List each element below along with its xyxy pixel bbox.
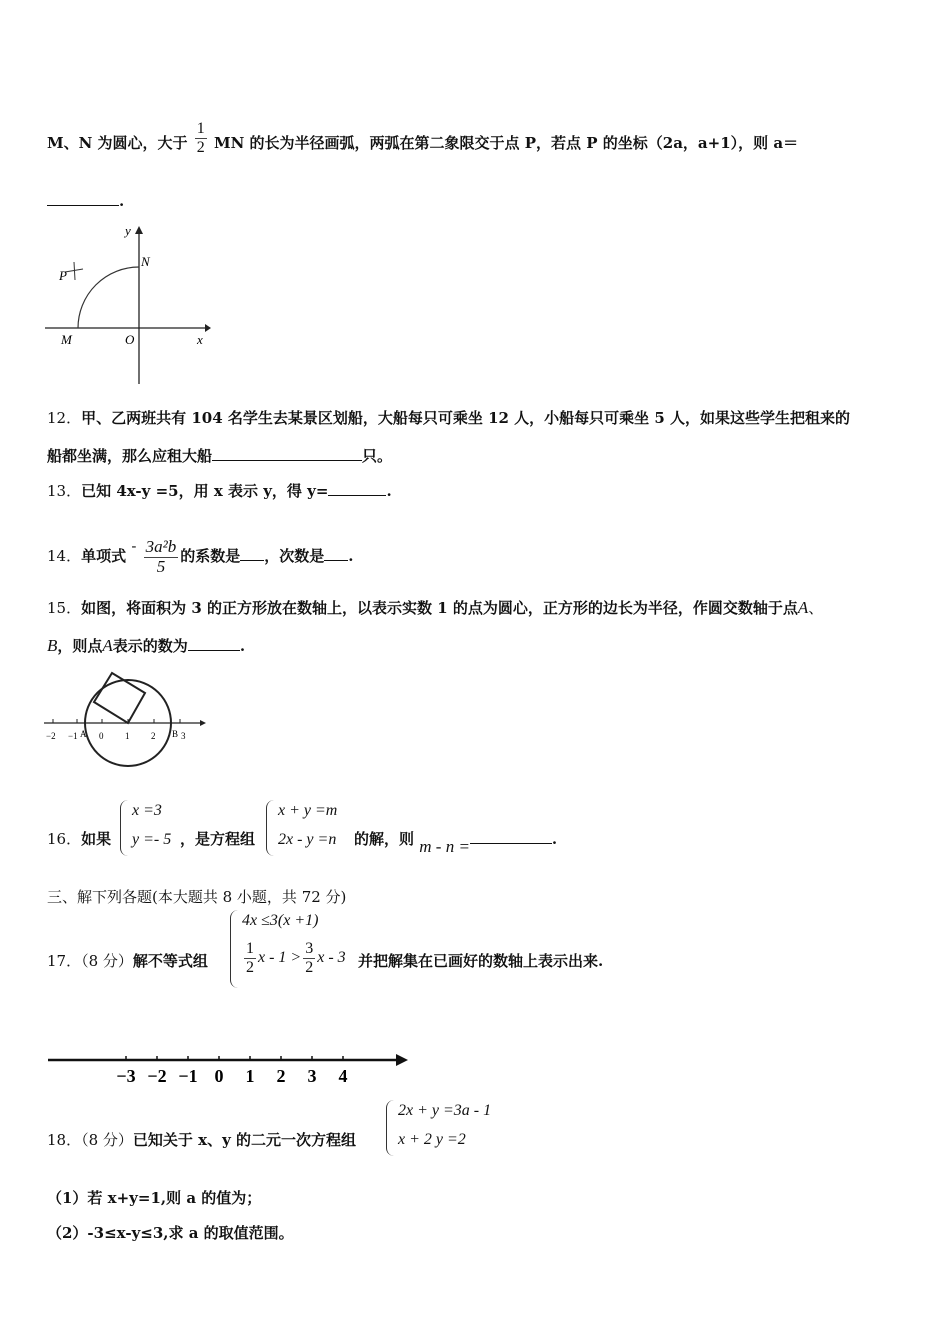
q17-line	[47, 950, 208, 971]
q16-text2: ，是方程组	[180, 830, 256, 848]
q17-mid: x - 1 >	[258, 948, 302, 966]
q15-tick-label-2: 2	[151, 731, 156, 741]
q16-sys2-row1: x + y =m	[278, 802, 338, 819]
q15-tick-label-1: 1	[125, 731, 130, 741]
q11-label-x: x	[197, 332, 203, 347]
q14-blank-coefficient[interactable]	[240, 558, 264, 561]
q17-frac2-num: 3	[305, 940, 314, 957]
q12-text2: 船都坐满，那么应租大船	[47, 447, 213, 465]
q13-text: 已知 4x-y =5，用 x 表示 y，得 y=	[81, 482, 329, 500]
q11-label-m: M	[61, 332, 72, 347]
q12-end: 只。	[362, 447, 393, 465]
q11-x-arrow	[205, 324, 211, 332]
q16-line	[47, 828, 111, 849]
q18-part1	[47, 1187, 261, 1208]
q11-arc	[78, 267, 139, 328]
q18-sys-row1: 2x + y =3a - 1	[398, 1102, 492, 1119]
q12-line2	[47, 445, 392, 466]
q15-figure	[44, 666, 209, 772]
q15-point-a2: A	[102, 636, 113, 655]
q18-text: 已知关于 x、y 的二元一次方程组	[132, 1131, 357, 1149]
q16-brace2	[266, 800, 275, 856]
q15-arrow	[200, 720, 206, 726]
q17-instruction	[358, 950, 603, 971]
q18-part2-text: （2）-3≤x-y≤3,求 a 的取值范围。	[47, 1224, 294, 1242]
q12-number: 12．	[47, 409, 82, 427]
q17-number-line[interactable]	[46, 1048, 412, 1088]
q17-frac2-den: 2	[305, 958, 314, 976]
q17-system	[230, 910, 360, 988]
q14-number: 14．	[47, 547, 82, 566]
q15-text2: ，则点	[57, 637, 103, 655]
q16-end: .	[551, 830, 558, 848]
q15-text: 如图，将面积为 3 的正方形放在数轴上，以表示实数 1 的点为圆心，正方形的边长为半径，作圆交数轴于点	[81, 599, 798, 617]
q15-tick-label-a: A	[80, 729, 87, 739]
q17-tick-label: −1	[178, 1066, 198, 1086]
q18-part1-text: （1）若 x+y=1,则 a 的值为；	[47, 1189, 262, 1207]
q11-label-p: P	[59, 268, 67, 283]
q17-tick-label: 0	[214, 1066, 224, 1086]
q15-point-a: A	[797, 598, 809, 617]
q15-sep: 、	[808, 599, 824, 617]
section-3-title: 三、解下列各题(本大题共 8 小题，共 72 分)	[47, 888, 347, 906]
q17-tick-label: 4	[338, 1066, 348, 1086]
q17-number: 17．	[47, 952, 82, 970]
q15-line2	[47, 635, 245, 656]
q15-line1	[47, 597, 823, 618]
q16-system1	[120, 800, 180, 856]
q18-number: 18．	[47, 1131, 82, 1149]
q17-text: 解不等式组	[132, 952, 208, 970]
q15-text3: 表示的数为	[112, 637, 188, 655]
q14-end: .	[348, 547, 354, 566]
q17-tick-label: 3	[307, 1066, 317, 1086]
q16-system2	[266, 800, 356, 856]
q12-text: 甲、乙两班共有 104 名学生去某景区划船，大船每只可乘坐 12 人，小船每只可乘坐 5 人，如果这些学生把租来的	[81, 409, 851, 427]
q15-point-b: B	[47, 636, 58, 655]
q14-blank-degree[interactable]	[324, 558, 348, 561]
q17-frac1-num: 1	[246, 940, 254, 957]
q14-text2: 的系数是	[180, 547, 241, 566]
q14-frac-den: 5	[156, 556, 166, 576]
q11-arc-marks	[65, 262, 83, 280]
q16-sys2-row2: 2x - y =n	[278, 831, 337, 848]
q17-tick-label: −3	[116, 1066, 136, 1086]
q16-sys1-row1: x =3	[132, 802, 162, 819]
q14-line	[47, 538, 354, 576]
q17-score: （8 分）	[81, 952, 133, 970]
q18-sys-row2: x + 2 y =2	[398, 1131, 466, 1148]
q17-tail: x - 3	[317, 948, 346, 966]
q15-answer-blank[interactable]	[188, 648, 240, 651]
q11-text-a: M、N 为圆心，大于	[47, 134, 188, 153]
q12-line1	[47, 407, 850, 428]
q15-end: .	[239, 637, 246, 655]
q13-number: 13．	[47, 482, 82, 500]
q17-frac2	[303, 940, 315, 976]
q14-fraction	[144, 538, 179, 576]
q17-row1: 4x ≤3(x +1)	[242, 912, 319, 929]
q11-line2	[47, 192, 124, 210]
q11-answer-blank[interactable]	[47, 203, 119, 206]
q18-system	[386, 1100, 516, 1156]
q16-answer-blank[interactable]	[470, 841, 552, 844]
q16-mid	[180, 828, 255, 849]
q14-minus: -	[131, 537, 137, 556]
q11-label-n: N	[141, 254, 150, 269]
q17-tick-label: 2	[276, 1066, 286, 1086]
q15-tick-label-b: B	[172, 729, 179, 739]
q16-tail	[354, 828, 558, 856]
q11-frac-num: 1	[196, 120, 205, 137]
q18-score: （8 分）	[81, 1131, 133, 1149]
q13-line	[47, 480, 392, 501]
q11-text-b: MN 的长为半径画弧，两弧在第二象限交于点 P，若点 P 的坐标（2a，a+1），则 a＝	[214, 134, 799, 153]
q16-text: 如果	[81, 830, 112, 848]
q14-text3: ，次数是	[264, 547, 325, 566]
q16-expression: m - n =	[419, 837, 470, 856]
q15-number: 15．	[47, 599, 82, 617]
q18-part2	[47, 1222, 294, 1243]
q13-end: .	[386, 482, 392, 500]
q14-frac-num: 3a²b	[145, 537, 177, 556]
q15-tick-label-m1: −1	[68, 731, 78, 741]
q16-text3: 的解，则	[354, 830, 415, 848]
section-3-heading	[47, 886, 346, 907]
q11-frac-den: 2	[196, 138, 205, 156]
q11-y-arrow	[135, 226, 143, 234]
q17-tick-label: −2	[147, 1066, 167, 1086]
q17-row2	[242, 940, 346, 976]
q16-sys1-row2: y =- 5	[132, 831, 172, 848]
q11-fraction	[195, 120, 207, 156]
q15-tick-label-m2: −2	[46, 731, 56, 741]
q12-answer-blank[interactable]	[212, 458, 362, 461]
q17-frac1-den: 2	[246, 958, 254, 976]
q18-brace	[386, 1100, 395, 1156]
q17-frac1	[244, 940, 256, 976]
q11-label-y: y	[125, 223, 131, 238]
q17-tick-label: 1	[245, 1066, 255, 1086]
q16-number: 16．	[47, 830, 82, 848]
q16-brace1	[120, 800, 129, 856]
q14-text: 单项式	[81, 547, 127, 566]
q11-end: .	[119, 192, 125, 210]
q17-brace	[230, 910, 239, 988]
q11-label-o: O	[125, 332, 135, 347]
q15-tick-label-3: 3	[181, 731, 186, 741]
q17-axis-arrow	[396, 1054, 408, 1066]
q15-tick-label-0: 0	[99, 731, 104, 741]
q11-line1	[47, 120, 799, 162]
q17-text2: 并把解集在已画好的数轴上表示出来.	[358, 952, 604, 970]
q13-answer-blank[interactable]	[328, 493, 386, 496]
q11-figure	[45, 222, 215, 390]
q18-line	[47, 1129, 356, 1150]
